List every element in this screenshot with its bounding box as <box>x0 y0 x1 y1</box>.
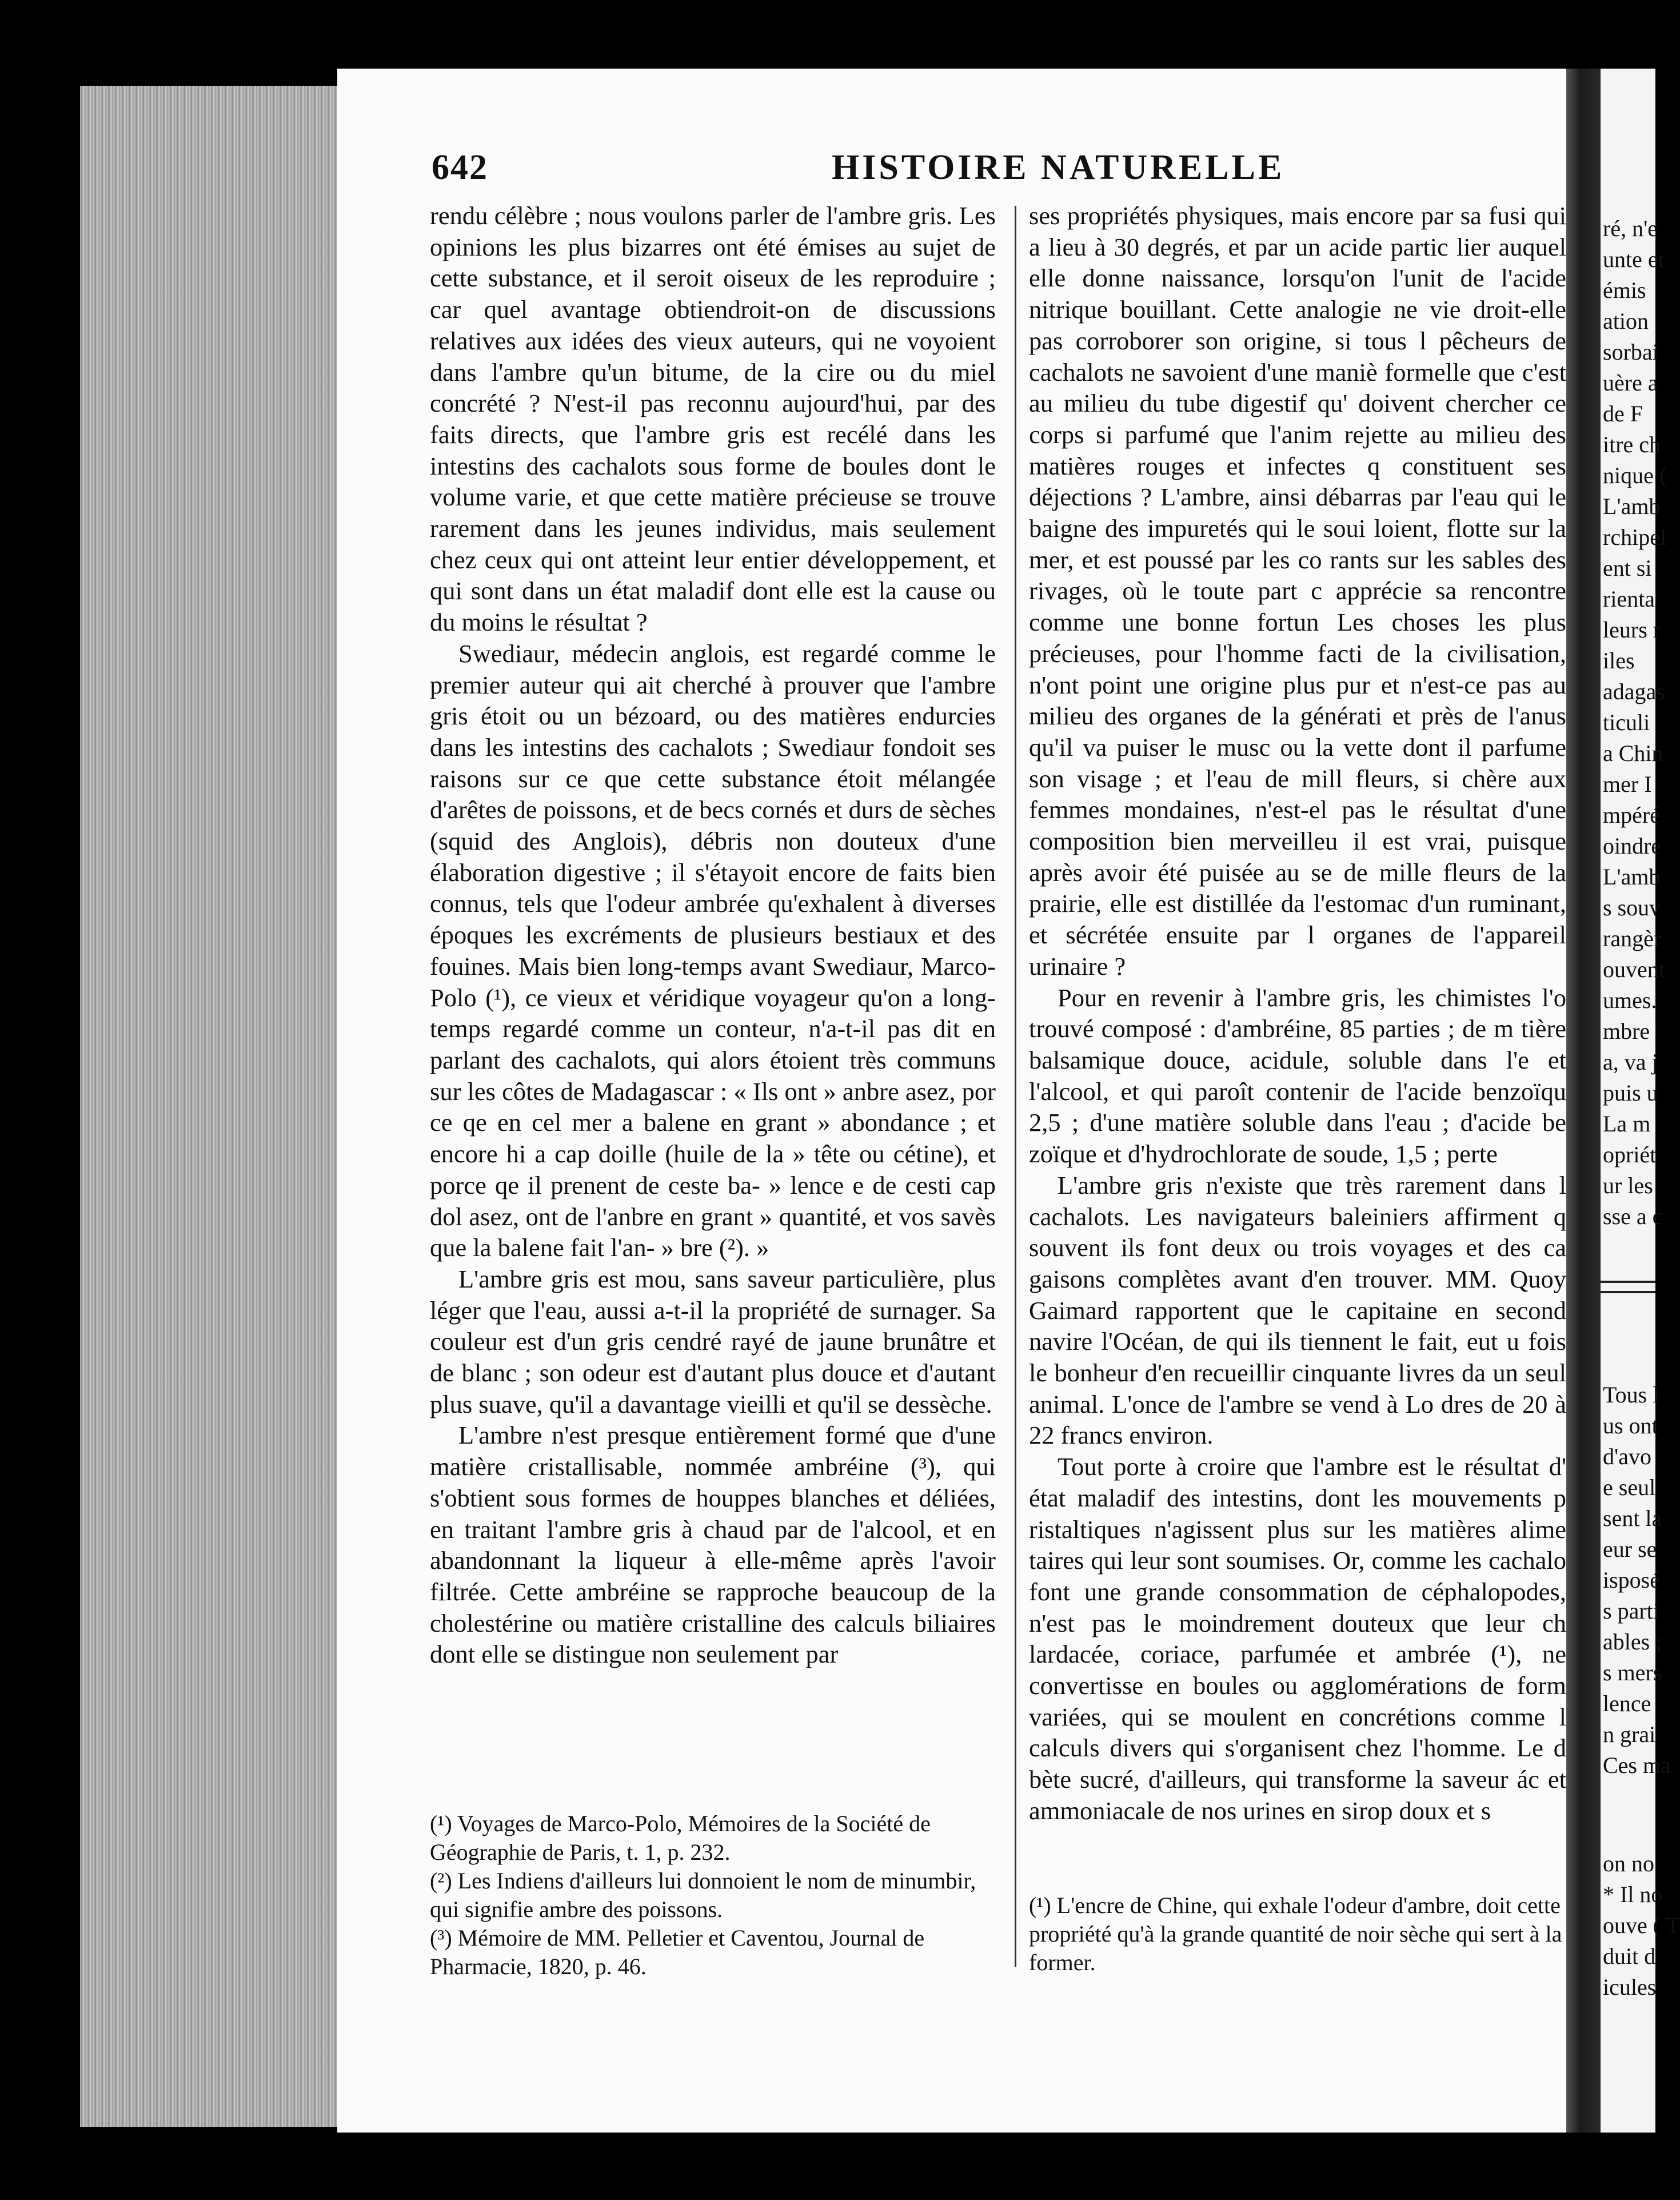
cut-text-fragment: a Chin <box>1603 740 1663 766</box>
cut-text-fragment: L'amb <box>1603 864 1661 890</box>
section-rule <box>1601 1291 1655 1293</box>
cut-text-fragment: iles <box>1603 648 1635 673</box>
cut-text-fragment: nique ( <box>1603 463 1667 488</box>
cut-text-fragment: opriét <box>1603 1142 1657 1167</box>
page-number: 642 <box>432 148 488 187</box>
cut-text-fragment: La m <box>1603 1111 1651 1137</box>
cut-text-fragment: duit d <box>1603 1943 1656 1969</box>
footnote: (¹) Voyages de Marco-Polo, Mémoires de la Société de Géographie de Paris, t. 1, p. 232. <box>430 1811 931 1865</box>
left-text-column <box>430 200 996 1670</box>
paragraph: ses propriétés physiques, mais encore par sa fusi qui a lieu à 30 degrés, et par un acide partic lier auquel elle donne naissance, lorsqu'on l'unit de l'acide nitrique bouillant. Cette analogie ne vie droit-elle pas corroborer son origine, si tous l pêcheurs de cachalots ne savoient d'une maniè formelle que c'est au milieu du tube digestif qu' doivent chercher ce corps si parfumé que l'anim rejette au milieu des matières rouges et infectes q constituent ses déjections ? L'ambre, ainsi débarras par l'eau qui le baigne des impuretés qui le soui loient, flotte sur la mer, et est poussé par les co rants sur les sables des rivages, où le toute part c apprécie sa rencontre comme une bonne fortun Les choses les plus précieuses, pour l'homme facti de la civilisation, n'ont point une origine plus pur et n'est-ce pas au milieu des organes de la générati et près de l'anus qu'il va puiser le musc ou la vette dont il parfume son visage ; et l'eau de mill fleurs, si chère aux femmes mondaines, n'est-el pas le résultat d'une composition bien merveilleu il est vrai, puisque après avoir été puisée au se de mille fleurs de la prairie, elle est distillée da l'estomac d'un ruminant, et sécrétée ensuite par l organes de l'appareil urinaire ? <box>1029 201 1566 981</box>
cut-text-fragment: ticuli <box>1603 710 1650 735</box>
column-divider <box>1015 206 1016 1967</box>
paragraph: L'ambre gris n'existe que très rarement dans l cachalots. Les navigateurs baleiniers affirment q souvent ils font deux ou trois voyages et des ca gaisons complètes avant d'en trouver. MM. Quoy Gaimard rapportent que le capitaine en second navire l'Océan, de qui ils tiennent le fait, eut u fois le bonheur d'en recueillir cinquante livres da un seul animal. L'once de l'ambre se vend à Lo dres de 20 à 22 francs environ. <box>1029 1170 1566 1450</box>
cut-text-fragment: on no <box>1603 1851 1654 1876</box>
cut-text-fragment: rangèr <box>1603 926 1662 951</box>
cut-text-fragment: ation <box>1603 308 1649 334</box>
paragraph: Swediaur, médecin anglois, est regardé comme le premier auteur qui ait cherché à prouver que l'ambre gris étoit ou un bézoard, ou des matières endurcies dans les intestins des cachalots ; Swediaur fondoit ses raisons sur ce que cette substance étoit mélangée d'arêtes de poissons, et de becs cornés et durs de sèches (squid des Anglois), débris non douteux d'une élaboration digestive ; il s'étayoit encore de faits bien connus, tels que l'odeur ambrée qu'exhalent à diverses époques les excréments de plusieurs bestiaux et des fouines. Mais bien long-temps avant Swediaur, Marco-Polo (¹), ce vieux et véridique voyageur qu'on a long-temps regardé comme un conteur, n'a-t-il pas dit en parlant des cachalots, qui alors étoient très communs sur les côtes de Madagascar : « Ils ont » anbre asez, por ce qe en cel mer a balene en grant » abondance ; et encore hi a cap doille (huile de la » tête ou cétine), et porce qe il prenent de ceste ba- » lence e de cesti cap dol asez, ont de l'anbre en grant » quantité, et vos savès que la balene fait l'an- » bre (²). » <box>430 639 996 1262</box>
stacked-page-edges <box>80 86 337 2127</box>
cut-text-fragment: itre ch <box>1603 432 1661 457</box>
cut-text-fragment: sorbai <box>1603 339 1659 365</box>
cut-text-fragment: a, va j <box>1603 1049 1658 1075</box>
cut-text-fragment: rienta <box>1603 586 1655 612</box>
cut-text-fragment: mpéré <box>1603 802 1660 828</box>
paragraph: L'ambre gris est mou, sans saveur particulière, plus léger que l'eau, aussi a-t-il la propriété de surnager. Sa couleur est d'un gris cendré rayé de jaune brunâtre et de blanc ; son odeur est d'autant plus douce et d'autant plus suave, qu'il a davantage vieilli et qu'il se dessèche. <box>430 1264 996 1418</box>
cut-text-fragment: unte et <box>1603 246 1665 272</box>
cut-text-fragment: sse a c <box>1603 1203 1663 1229</box>
cut-text-fragment: de F <box>1603 401 1643 427</box>
cut-text-fragment: mer I <box>1603 771 1652 797</box>
cut-text-fragment: adagas <box>1603 679 1665 704</box>
right-footnotes <box>1029 1891 1566 1977</box>
left-footnotes <box>430 1810 996 1981</box>
cut-text-fragment: ables ; <box>1603 1629 1662 1655</box>
cut-text-fragment: eur se <box>1603 1536 1657 1562</box>
cut-text-fragment: isposé <box>1603 1567 1660 1593</box>
footnote: (¹) L'encre de Chine, qui exhale l'odeur d'ambre, doit cette propriété qu'à la grande quantité de noir sèche qui sert à la former. <box>1029 1892 1562 1975</box>
cut-text-fragment: e seul <box>1603 1474 1656 1500</box>
cut-text-fragment: * Il no <box>1603 1882 1663 1907</box>
cut-text-fragment: leurs r <box>1603 617 1661 643</box>
cut-text-fragment: oindre <box>1603 833 1662 859</box>
cut-text-fragment: Ces ma <box>1603 1752 1671 1778</box>
section-rule <box>1601 1281 1655 1283</box>
paragraph: Tout porte à croire que l'ambre est le résultat d' état maladif des intestins, dont les mouvements p ristaltiques n'agissent plus sur les matières alime taires qui leur sont soumises. Or, comme les cachalo font une grande consommation de céphalopodes, n'est pas le moindrement douteux que leur ch lardacée, coriace, parfumée et ambrée (¹), ne convertisse en boules ou agglomérations de form variées, qui se moulent en concrétions comme l calculs divers qui s'organisent chez l'homme. Le d bète sucré, d'ailleurs, qui transforme la saveur ác et ammoniacale de nos urines en sirop doux et s <box>1029 1452 1566 1825</box>
paragraph: rendu célèbre ; nous voulons parler de l'ambre gris. Les opinions les plus bizarres ont été émises au sujet de cette substance, et il seroit oiseux de les reproduire ; car quel avantage obtiendroit-on de discussions relatives aux idées des vieux auteurs, qui ne voyoient dans l'ambre qu'un bitume, de la cire ou du miel concrété ? N'est-il pas reconnu aujourd'hui, par des faits directs, que l'ambre gris est recélé dans les intestins des cachalots sous forme de boules dont le volume varie, et que cette matière précieuse se trouve rarement dans les jeunes individus, mais seulement chez ceux qui ont atteint leur entier développement, et qui sont dans un état maladif dont elle est la cause ou du moins le résultat ? <box>430 201 996 637</box>
paragraph: Pour en revenir à l'ambre gris, les chimistes l'o trouvé composé : d'ambréine, 85 parties ; de m tière balsamique douce, acidule, soluble dans l'e et l'alcool, et qui paroît contenir de l'acide benzoïqu 2,5 ; d'une matière soluble dans l'eau ; d'acide be zoïque et d'hydrochlorate de soude, 1,5 ; perte <box>1029 983 1566 1169</box>
cut-text-fragment: Tous l <box>1603 1382 1659 1408</box>
cut-text-fragment: puis u <box>1603 1080 1658 1106</box>
cut-text-fragment: émis <box>1603 277 1646 303</box>
cut-text-fragment: uère a <box>1603 370 1658 396</box>
cut-text-fragment: ent si <box>1603 555 1652 581</box>
cut-text-fragment: umes. <box>1603 987 1657 1013</box>
cut-text-fragment: n grai <box>1603 1721 1656 1747</box>
cut-text-fragment: rchipel <box>1603 524 1667 550</box>
cut-text-fragment: s parti <box>1603 1598 1659 1624</box>
cut-text-fragment: us ont <box>1603 1413 1658 1438</box>
cut-text-fragment: s mers <box>1603 1660 1662 1685</box>
cut-text-fragment: sent la <box>1603 1505 1662 1531</box>
cut-text-fragment: ouvent <box>1603 956 1665 982</box>
running-title: HISTOIRE NATURELLE <box>832 148 1285 187</box>
cut-text-fragment: s souv <box>1603 895 1661 920</box>
cut-text-fragment: icules <box>1603 1974 1657 2000</box>
cut-text-fragment: d'avo <box>1603 1444 1651 1469</box>
next-page-fragment <box>1601 69 1680 2133</box>
paragraph: L'ambre n'est presque entièrement formé que d'une matière cristallisable, nommée ambréine (³), qui s'obtient sous formes de houppes blanches et déliées, en traitant l'ambre gris à chaud par de l'alcool, et en abandonnant la liqueur à elle-même après l'avoir filtrée. Cette ambréine se rapproche beaucoup de la cholestérine ou matière cristalline des calculs biliaires dont elle se distingue non seulement par <box>430 1421 996 1669</box>
book-gutter <box>1566 69 1601 2133</box>
right-text-column <box>1029 200 1566 1827</box>
cut-text-fragment: mbre <box>1603 1018 1650 1044</box>
cut-text-fragment: ré, n'e <box>1603 216 1658 241</box>
footnote: (²) Les Indiens d'ailleurs lui donnoient le nom de minumbir, qui signifie ambre des poissons. <box>430 1868 976 1922</box>
cut-text-fragment: L'amb <box>1603 493 1661 519</box>
cut-text-fragment: lence <box>1603 1691 1651 1716</box>
cut-text-fragment: ur les <box>1603 1173 1653 1198</box>
footnote: (³) Mémoire de MM. Pelletier et Caventou, Journal de Pharmacie, 1820, p. 46. <box>430 1925 925 1979</box>
cut-text-fragment: ouve ( T <box>1603 1912 1680 1938</box>
